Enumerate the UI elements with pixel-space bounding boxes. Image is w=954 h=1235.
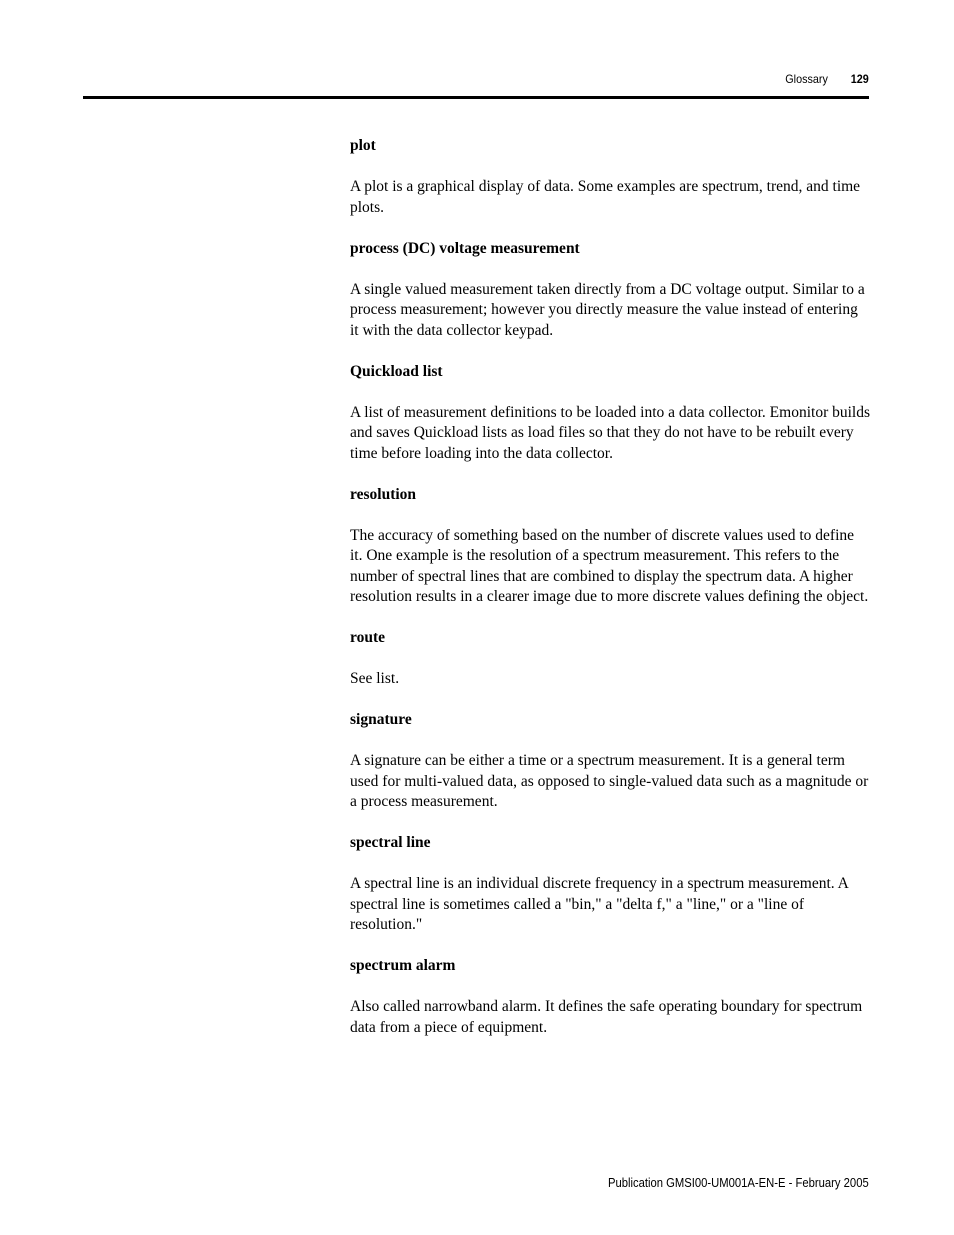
glossary-entry [350,136,870,218]
page-header [786,72,869,86]
glossary-term: process (DC) voltage measurement [350,239,580,257]
glossary-term: signature [350,711,412,728]
glossary-content [350,136,870,1059]
glossary-definition: A spectral line is an individual discrete frequency in a spectrum measurement. A spectral line is sometimes called a "bin," a "delta f," a "line," or a "line of resolution." [350,875,848,933]
section-title: Glossary [785,72,829,86]
publication-footer: Publication GMSI00-UM001A-EN-E - February 2005 [608,1176,869,1190]
glossary-term: spectral line [350,834,431,851]
glossary-definition: The accuracy of something based on the number of discrete values used to define it. One example is the resolution of a spectrum measurement. This refers to the number of spectral lines that are combined to display the spectrum data. A higher resolution results in a clearer image due to more discrete values defining the object. [350,526,869,605]
glossary-entry [350,362,870,465]
glossary-entry [350,710,870,813]
glossary-definition: Also called narrowband alarm. It defines the safe operating boundary for spectrum data from a piece of equipment. [350,998,863,1036]
glossary-definition: A list of measurement definitions to be loaded into a data collector. Emonitor builds and saves Quickload lists as load files so that they do not have to be rebuilt every time before loading into the data collector. [350,403,870,462]
glossary-entry [350,485,870,608]
glossary-term: resolution [350,485,417,503]
glossary-entry [350,956,870,1038]
glossary-definition: A single valued measurement taken directly from a DC voltage output. Similar to a process measurement; however you directly measure the value instead of entering it with the data collector keypad. [350,280,865,339]
header-rule [83,96,869,99]
glossary-definition: A signature can be either a time or a spectrum measurement. It is a general term used for multi-valued data, as opposed to single-valued data such as a magnitude or a process measurement. [350,752,869,810]
glossary-definition: See list. [350,670,400,687]
glossary-definition: A plot is a graphical display of data. Some examples are spectrum, trend, and time plots. [350,178,861,216]
glossary-entry [350,628,870,690]
glossary-entry [350,239,870,342]
page-number: 129 [850,72,869,86]
glossary-term: spectrum alarm [350,957,456,974]
glossary-term: route [350,629,386,646]
glossary-term: Quickload list [350,362,443,380]
glossary-entry [350,833,870,936]
glossary-term: plot [350,137,376,154]
